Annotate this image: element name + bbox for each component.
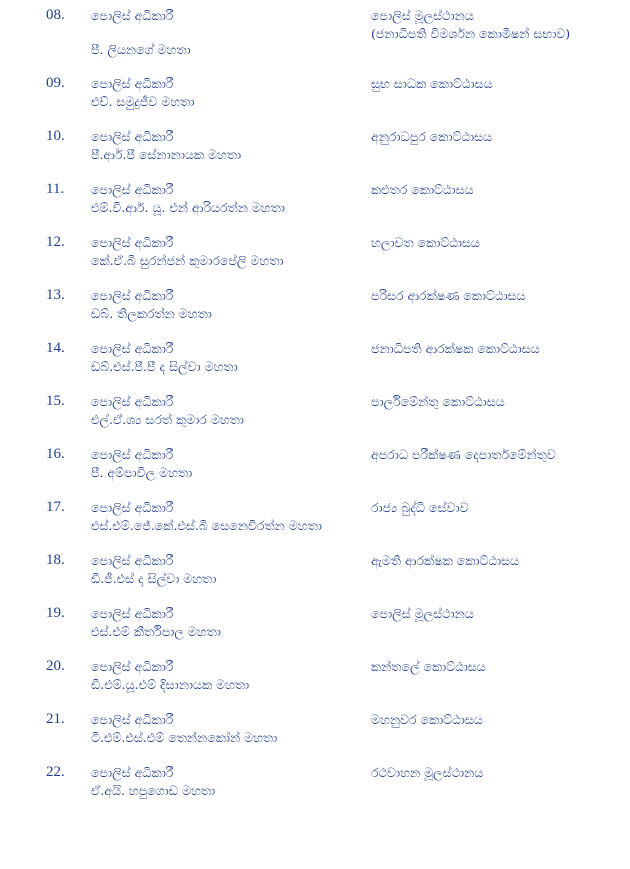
officer-name: ඒ.අයි. හපුගොඩ මහතා — [91, 783, 216, 798]
officer-cell — [91, 393, 244, 429]
entry-number: 15. — [46, 393, 65, 409]
entry-number: 21. — [46, 711, 65, 727]
station-name: කන්තලේ කොට්ඨාසය — [371, 659, 486, 674]
station-cell — [371, 764, 483, 782]
officer-cell — [91, 552, 216, 588]
station-cell — [371, 128, 492, 146]
station-cell — [371, 287, 526, 305]
entry-number: 18. — [46, 552, 65, 568]
station-cell — [371, 7, 570, 43]
station-cell — [371, 181, 474, 199]
officer-name: කේ.ඒ.බී සුරන්ජන් කුමාරපේලි මහතා — [91, 253, 284, 268]
officer-rank: පොලිස් අධිකාරී — [91, 76, 174, 91]
entry-number: 13. — [46, 287, 65, 303]
officer-rank: පොලිස් අධිකාරී — [91, 288, 174, 303]
officer-rank: පොලිස් අධිකාරී — [91, 712, 174, 727]
station-cell — [371, 658, 486, 676]
officer-name: ඩබ්. තිලකරත්න මහතා — [91, 306, 212, 321]
entry-number: 16. — [46, 446, 65, 462]
station-name: පොලිස් මූලස්ථානය — [371, 606, 474, 621]
station-name: පොලිස් මූලස්ථානය — [371, 8, 474, 23]
officer-cell — [91, 446, 192, 482]
station-name: මහනුවර කොට්ඨාසය — [371, 712, 483, 727]
officer-cell — [91, 340, 238, 376]
officer-name: පී. ලියනගේ මහතා — [91, 42, 191, 57]
officer-rank: පොලිස් අධිකාරී — [91, 235, 174, 250]
station-name: අනුරාධපුර කොට්ඨාසය — [371, 129, 493, 144]
entry-number: 12. — [46, 234, 65, 250]
station-detail: (ජනාධිපති විමර්ශන කොමිෂන් සභාව) — [371, 26, 571, 41]
station-name: ඇමති ආරක්ෂක කොට්ඨාසය — [371, 553, 520, 568]
entry-number: 14. — [46, 340, 65, 356]
station-name: අපරාධ පරීක්ෂණ දෙපාර්තමේන්තුව — [371, 447, 556, 462]
officer-name: එස්.එම්.ජේ.කේ.එස්.බී සෙනෙවිරත්න මහතා — [91, 518, 322, 533]
officer-rank: පොලිස් අධිකාරී — [91, 394, 174, 409]
officer-name: ඩබ්.එස්.පී.පී ද සිල්වා මහතා — [91, 359, 238, 374]
entry-number: 22. — [46, 764, 65, 780]
officer-rank: පොලිස් අධිකාරී — [91, 500, 174, 515]
officer-cell — [91, 499, 322, 535]
station-name: රාජ්‍ය බුද්ධි සේවාව — [371, 500, 469, 515]
station-name: හලාවත කොට්ඨාසය — [371, 235, 480, 250]
officer-cell — [91, 7, 191, 59]
station-cell — [371, 552, 519, 570]
station-cell — [371, 234, 480, 252]
officer-name: පී. අම්පාවිල මහතා — [91, 465, 193, 480]
officer-name: ඩී.එම්.යූ.එම් දිසානායක මහතා — [91, 677, 250, 692]
station-name: පරිසර ආරක්ෂණ කොට්ඨාසය — [371, 288, 526, 303]
entry-number: 20. — [46, 658, 65, 674]
station-cell — [371, 711, 483, 729]
entry-number: 19. — [46, 605, 65, 621]
station-name: කළුතර කොට්ඨාසය — [371, 182, 474, 197]
entry-number: 17. — [46, 499, 65, 515]
officer-name: එච්. සමුදුජීව මහතා — [91, 94, 195, 109]
station-cell — [371, 499, 469, 517]
station-name: ජනාධිපති ආරක්ෂක කොට්ඨාසය — [371, 341, 540, 356]
officer-name: එල්.ඒ.ශ්‍ය සරත් කුමාර මහතා — [91, 412, 244, 427]
officer-name: එම්.වී.ආර්. යූ. එන් ආරියරත්න මහතා — [91, 200, 285, 215]
officer-cell — [91, 75, 194, 111]
officer-name: ටී.එම්.එස්.එම් තෙන්නකෝන් මහතා — [91, 730, 278, 745]
officer-cell — [91, 287, 212, 323]
officer-rank: පොලිස් අධිකාරී — [91, 606, 174, 621]
officer-rank: පොලිස් අධිකාරී — [91, 129, 174, 144]
officer-cell — [91, 234, 284, 270]
entry-number: 11. — [46, 181, 65, 197]
officer-cell — [91, 605, 221, 641]
officer-cell — [91, 711, 277, 747]
station-cell — [371, 340, 540, 358]
station-name: රථවාහන මූලස්ථානය — [371, 765, 484, 780]
officer-rank: පොලිස් අධිකාරී — [91, 182, 174, 197]
officer-cell — [91, 181, 285, 217]
officer-cell — [91, 658, 249, 694]
officer-rank: පොලිස් අධිකාරී — [91, 659, 174, 674]
officer-rank: පොලිස් අධිකාරී — [91, 8, 174, 23]
station-cell — [371, 605, 474, 623]
officer-cell — [91, 128, 241, 164]
officer-rank: පොලිස් අධිකාරී — [91, 341, 174, 356]
entry-number: 08. — [46, 7, 65, 23]
officer-name: ඩී.ජී.එස් ද සිල්වා මහතා — [91, 571, 217, 586]
officer-name: එස්.එම් කීර්තිපාල මහතා — [91, 624, 221, 639]
officer-rank: පොලිස් අධිකාරී — [91, 553, 174, 568]
entry-number: 09. — [46, 75, 65, 91]
officer-cell — [91, 764, 215, 800]
station-cell — [371, 75, 493, 93]
station-name: පාර්ලිමේන්තු කොට්ඨාසය — [371, 394, 505, 409]
officer-rank: පොලිස් අධිකාරී — [91, 765, 174, 780]
station-cell — [371, 393, 505, 411]
entry-number: 10. — [46, 128, 65, 144]
station-cell — [371, 446, 556, 464]
station-name: සුභ සාධක කොට්ඨාසය — [371, 76, 493, 91]
officer-name: පී.ආර්.පී සේනානායක මහතා — [91, 147, 242, 162]
officer-rank: පොලිස් අධිකාරී — [91, 447, 174, 462]
